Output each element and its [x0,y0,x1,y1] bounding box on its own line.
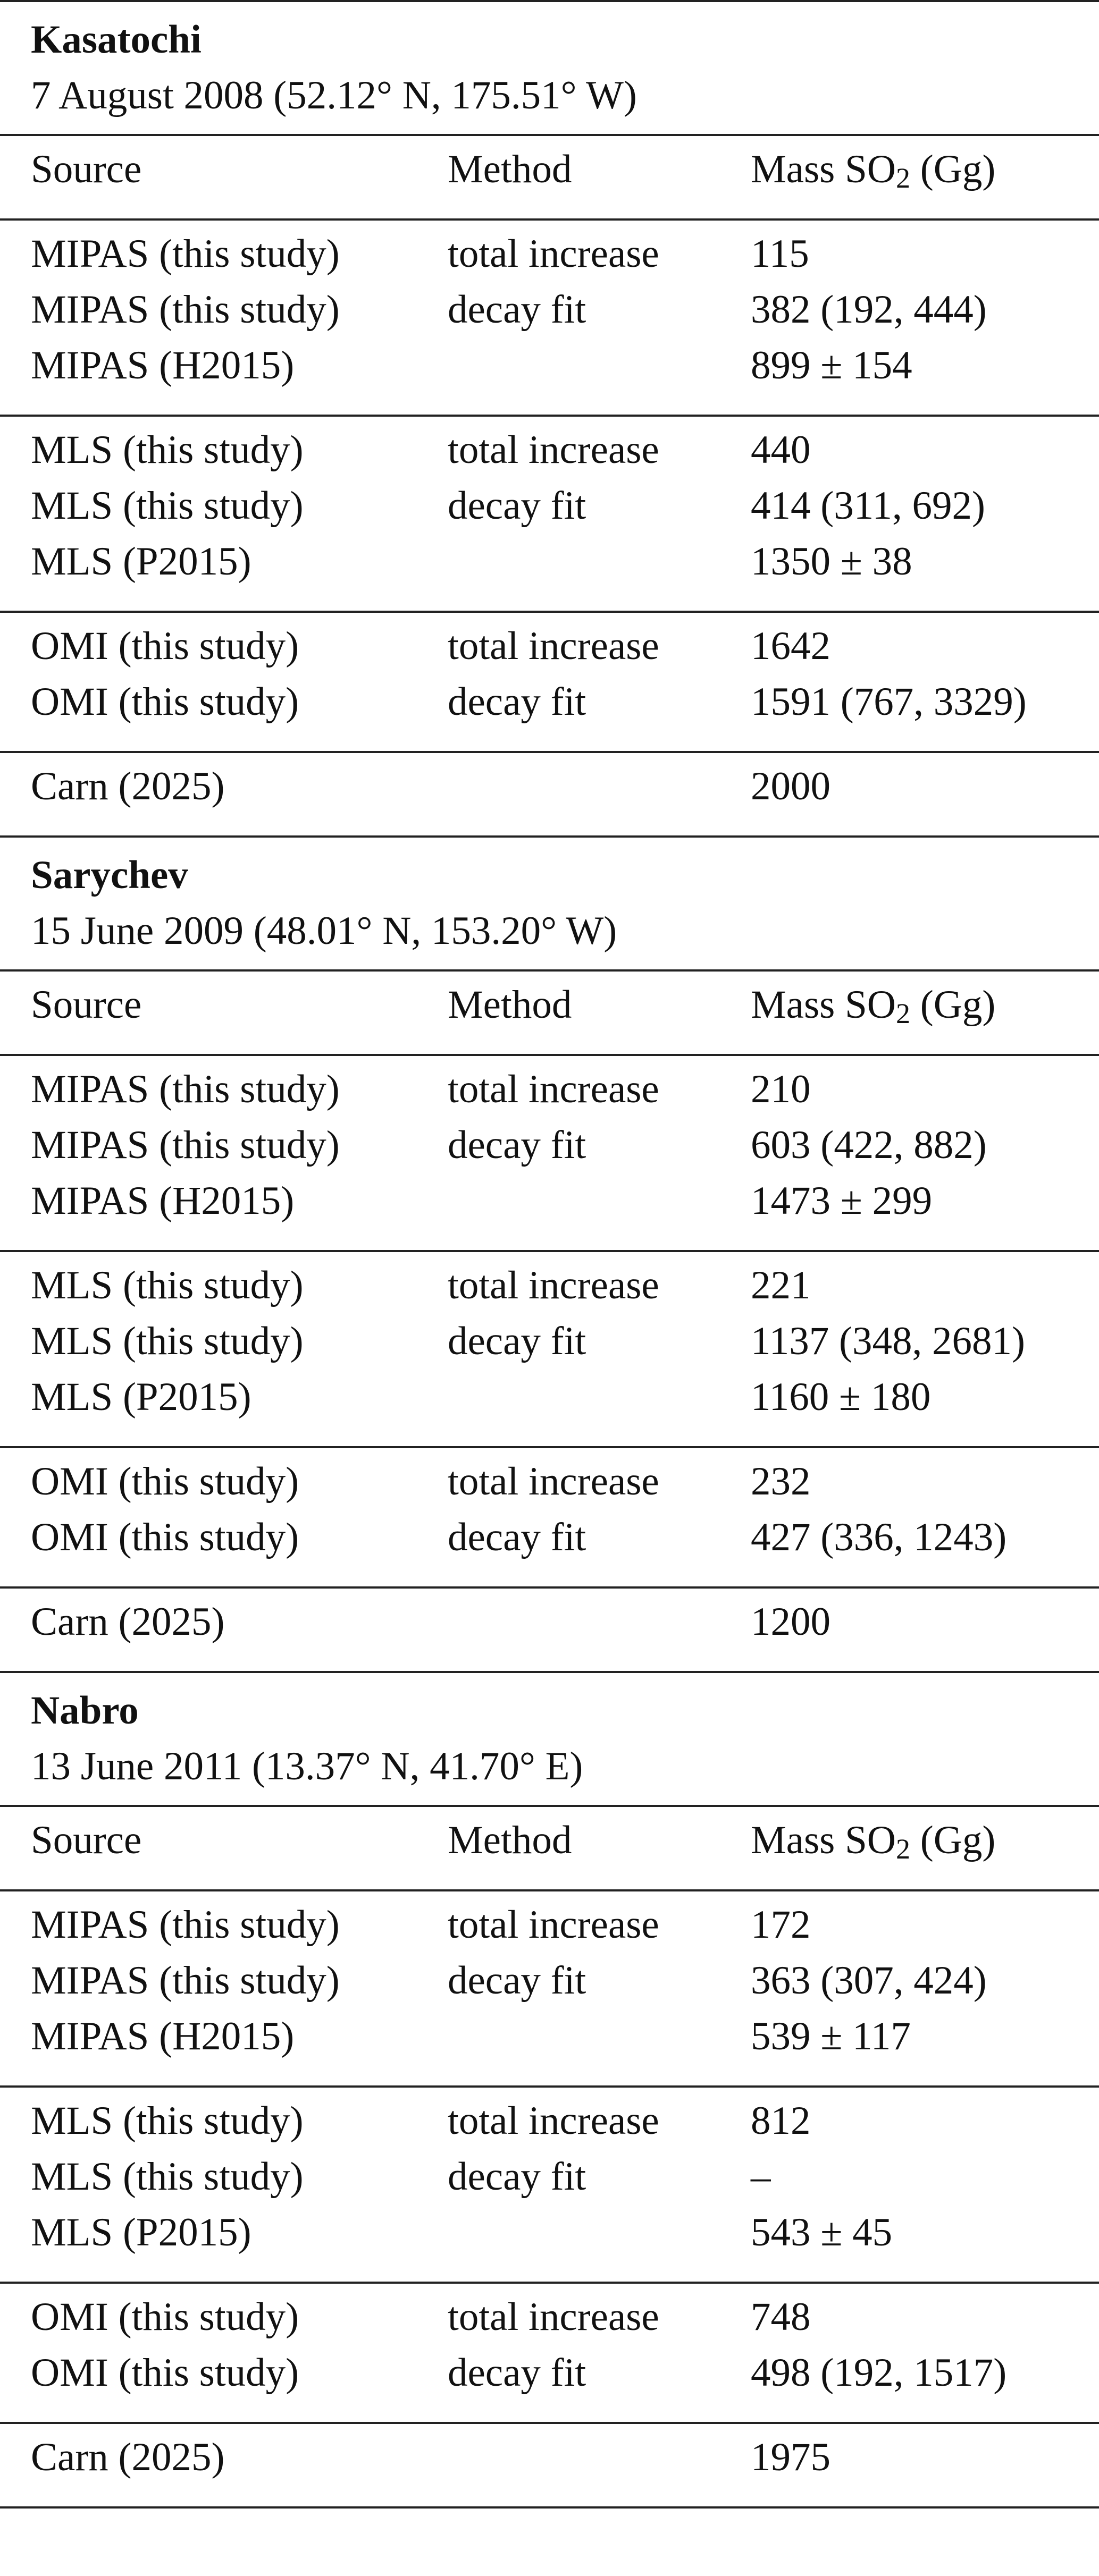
mass-cell: 1350 ± 38 [751,539,912,584]
column-header-method: Method [448,1818,572,1862]
method-cell: total increase [448,1903,659,1947]
group-rule [0,415,1099,417]
group-rule [0,1446,1099,1448]
mass-header-prefix: Mass SO [751,1818,896,1862]
method-cell: total increase [448,1067,659,1111]
mass-header-unit: (Gg) [910,983,996,1027]
group-rule [0,1586,1099,1589]
mass-cell: 1642 [751,624,830,668]
method-cell: total increase [448,232,659,276]
group-rule [0,2422,1099,2424]
table-row [0,2149,1099,2205]
group-rule [0,2282,1099,2284]
mass-cell: 1975 [751,2435,830,2479]
column-header-mass [751,141,995,197]
mass-header-unit: (Gg) [910,147,996,191]
volcano-name: Sarychev [31,853,188,897]
table-row [0,1061,1099,1117]
table-row [0,2289,1099,2345]
table-row [0,337,1099,393]
mass-cell: 414 (311, 692) [751,484,985,528]
table-row [0,226,1099,282]
mass-cell: 748 [751,2295,811,2339]
mass-cell: 440 [751,428,811,472]
eruption-date: 15 June 2009 (48.01° N, 153.20° W) [31,909,617,953]
table-row [0,478,1099,534]
method-cell: total increase [448,428,659,472]
source-cell: MIPAS (this study) [31,1067,340,1111]
source-cell: Carn (2025) [31,1600,225,1644]
top-rule [0,0,1099,2]
method-cell: decay fit [448,2351,586,2395]
source-cell: MLS (P2015) [31,1375,251,1419]
source-cell: MLS (this study) [31,2099,304,2143]
column-header-row [0,977,1099,1033]
table-row [0,2345,1099,2401]
table-row [0,534,1099,589]
table-row [0,1454,1099,1509]
table-row [0,1369,1099,1425]
mass-cell: 1160 ± 180 [751,1375,931,1419]
mass-header-subscript: 2 [895,997,910,1029]
volcano-name: Nabro [31,1688,139,1733]
source-cell: MIPAS (this study) [31,1903,340,1947]
table-row [0,1257,1099,1313]
group-rule [0,751,1099,753]
table-row [0,1173,1099,1229]
source-cell: OMI (this study) [31,680,299,724]
source-cell: OMI (this study) [31,2351,299,2395]
source-cell: OMI (this study) [31,1459,299,1504]
method-cell: total increase [448,1459,659,1504]
column-header-row [0,1812,1099,1868]
mass-cell: 427 (336, 1243) [751,1515,1007,1559]
mass-cell: 498 (192, 1517) [751,2351,1007,2395]
method-cell: decay fit [448,1515,586,1559]
source-cell: MIPAS (H2015) [31,343,295,387]
method-cell: decay fit [448,1958,586,2003]
column-header-source: Source [31,983,142,1027]
group-rule [0,1250,1099,1252]
source-cell: MLS (this study) [31,1263,304,1307]
mass-cell: 1200 [751,1600,830,1644]
column-header-method: Method [448,983,572,1027]
method-cell: total increase [448,624,659,668]
mass-cell: 603 (422, 882) [751,1123,987,1167]
source-cell: MLS (this study) [31,484,304,528]
column-header-mass [751,977,995,1033]
method-cell: decay fit [448,2155,586,2199]
table-row [0,1953,1099,2008]
header-rule [0,218,1099,221]
source-cell: Carn (2025) [31,2435,225,2479]
mass-cell: 1137 (348, 2681) [751,1319,1025,1363]
source-cell: OMI (this study) [31,2295,299,2339]
method-cell: decay fit [448,288,586,332]
section-rule [0,134,1099,136]
mass-header-subscript: 2 [895,1832,910,1865]
group-rule [0,1671,1099,1673]
method-cell: decay fit [448,484,586,528]
source-cell: MLS (this study) [31,2155,304,2199]
column-header-method: Method [448,147,572,191]
table-row [0,1897,1099,1953]
mass-cell: 172 [751,1903,811,1947]
mass-header-unit: (Gg) [910,1818,996,1862]
volcano-heading [31,1683,1089,1794]
source-cell: MIPAS (H2015) [31,2014,295,2058]
source-cell: MLS (P2015) [31,539,251,584]
mass-header-subscript: 2 [895,162,910,194]
method-cell: decay fit [448,680,586,724]
source-cell: OMI (this study) [31,624,299,668]
group-rule [0,835,1099,838]
mass-cell: 812 [751,2099,811,2143]
table-row [0,758,1099,814]
method-cell: total increase [448,1263,659,1307]
table-row [0,2205,1099,2260]
table-row [0,1313,1099,1369]
column-header-source: Source [31,1818,142,1862]
table-row [0,674,1099,730]
group-rule [0,2085,1099,2088]
method-cell: decay fit [448,1123,586,1167]
volcano-name: Kasatochi [31,18,202,62]
table-row [0,2008,1099,2064]
mass-cell: 382 (192, 444) [751,288,987,332]
source-cell: Carn (2025) [31,764,225,808]
mass-cell: 899 ± 154 [751,343,912,387]
mass-cell: 539 ± 117 [751,2014,911,2058]
mass-cell: – [751,2155,771,2199]
table-row [0,2429,1099,2485]
section-rule [0,969,1099,972]
eruption-date: 7 August 2008 (52.12° N, 175.51° W) [31,73,637,117]
table-row [0,2093,1099,2149]
volcano-heading [31,12,1089,123]
mass-header-prefix: Mass SO [751,147,896,191]
volcano-heading [31,847,1089,959]
mass-cell: 1473 ± 299 [751,1179,933,1223]
table-row [0,282,1099,337]
source-cell: MLS (this study) [31,428,304,472]
mass-cell: 363 (307, 424) [751,1958,987,2003]
mass-cell: 115 [751,232,809,276]
source-cell: MIPAS (this study) [31,288,340,332]
method-cell: total increase [448,2099,659,2143]
source-cell: OMI (this study) [31,1515,299,1559]
source-cell: MIPAS (this study) [31,232,340,276]
method-cell: total increase [448,2295,659,2339]
eruption-date: 13 June 2011 (13.37° N, 41.70° E) [31,1744,583,1788]
section-rule [0,1805,1099,1807]
source-cell: MIPAS (this study) [31,1123,340,1167]
header-rule [0,1054,1099,1056]
mass-cell: 221 [751,1263,811,1307]
table-row [0,1509,1099,1565]
group-rule [0,611,1099,613]
source-cell: MIPAS (H2015) [31,1179,295,1223]
mass-cell: 210 [751,1067,811,1111]
table-row [0,422,1099,478]
table-row [0,1594,1099,1650]
column-header-source: Source [31,147,142,191]
mass-cell: 2000 [751,764,830,808]
method-cell: decay fit [448,1319,586,1363]
source-cell: MIPAS (this study) [31,1958,340,2003]
column-header-row [0,141,1099,197]
mass-cell: 1591 (767, 3329) [751,680,1027,724]
table-row [0,1117,1099,1173]
mass-cell: 543 ± 45 [751,2210,893,2254]
table-row [0,618,1099,674]
header-rule [0,1889,1099,1891]
mass-cell: 232 [751,1459,811,1504]
group-rule [0,2506,1099,2509]
column-header-mass [751,1812,995,1868]
mass-header-prefix: Mass SO [751,983,896,1027]
source-cell: MLS (P2015) [31,2210,251,2254]
source-cell: MLS (this study) [31,1319,304,1363]
